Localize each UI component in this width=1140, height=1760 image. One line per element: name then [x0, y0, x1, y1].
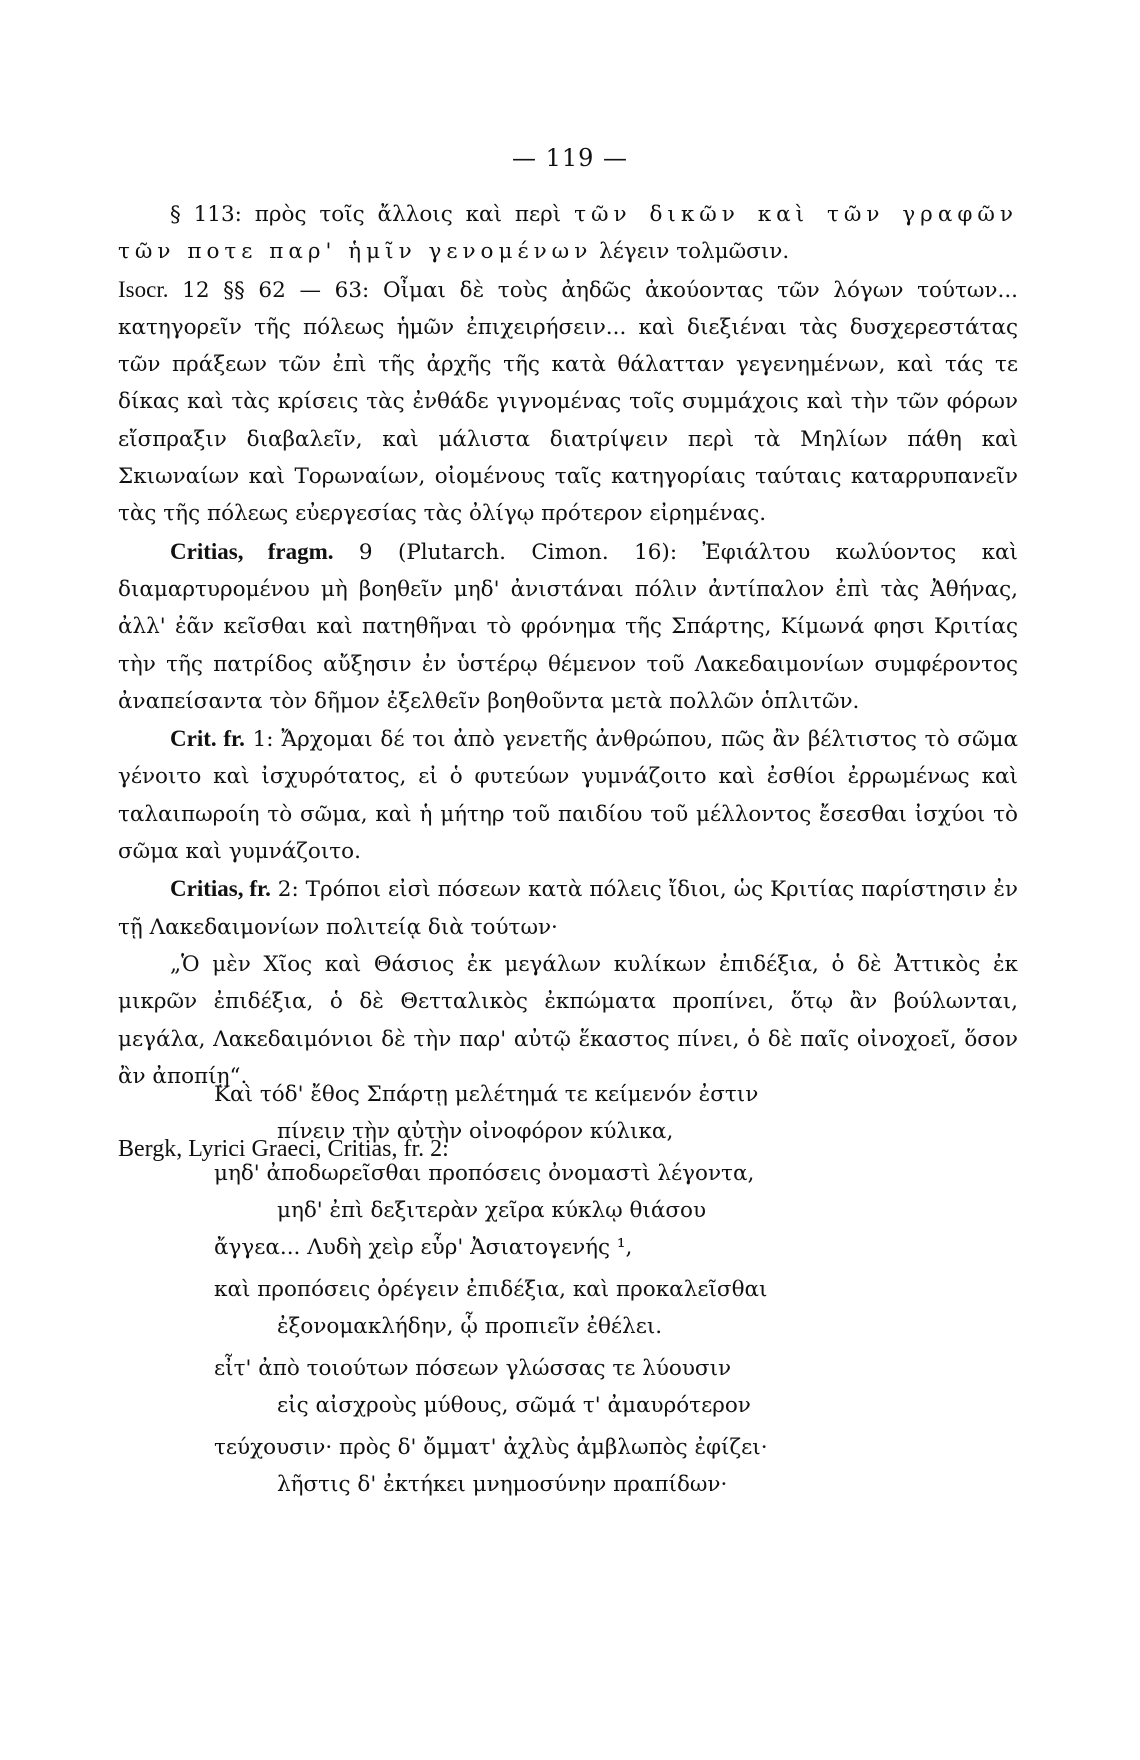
poem-line-indented: μηδ' ἐπὶ δεξιτερὰν χεῖρα κύκλῳ θιάσου	[277, 1198, 707, 1223]
page-number: — 119 —	[511, 144, 629, 172]
poem-line: εἶτ' ἀπὸ τοιούτων πόσεων γλώσσας τε λύουσιν	[214, 1356, 732, 1381]
poem-couplet	[214, 1076, 974, 1150]
paragraph-113	[118, 196, 1018, 271]
paragraph-quotation	[118, 946, 1018, 1095]
citation-crit-fr: Crit. fr.	[170, 726, 245, 752]
poem-line-indented: λῆστις δ' ἐκτήκει μνημοσύνην πραπίδων·	[277, 1472, 728, 1497]
paragraph-critias-fr-2	[118, 870, 1018, 946]
paragraph-critias-fragm-9	[118, 533, 1018, 720]
isocrates-text: 12 §§ 62 — 63: Οἶμαι δὲ τοὺς ἀηδῶς ἀκούοντας τῶν λόγων τούτων... κατηγορεῖν τῆς πόλεως ἡμῶν ἐπιχειρήσειν... καὶ διεξιέναι τὰς δυσχερεστάτας τῶν πράξεων τῶν ἐπὶ τῆς ἀρχῆς τῆς κατὰ θάλατταν γεγενημένων, καὶ τάς τε δίκας καὶ τὰς κρίσεις τὰς ἐνθάδε γιγνομένας τοῖς συμμάχοις καὶ τὴν τῶν φόρων εἴσπραξιν διαβαλεῖν, καὶ μάλιστα διατρίψειν περὶ τὰ Μηλίων πάθη καὶ Σκιωναίων καὶ Τορωναίων, οἰομένους ταῖς κατηγορίαις ταύταις καταρρυπανεῖν τὰς τῆς πόλεως εὐεργεσίας τὰς ὀλίγῳ πρότερον εἰρημένας.	[118, 277, 1018, 527]
poem-line: Καὶ τόδ' ἔθος Σπάρτῃ μελέτημά τε κείμενόν ἐστιν	[214, 1082, 759, 1107]
para-113-start: § 113: πρὸς τοῖς ἄλλοις καὶ περὶ	[170, 202, 562, 227]
bergk-citation: Bergk, Lyrici Graeci, Critias, fr. 2:	[118, 1136, 449, 1163]
poem-line: καὶ προπόσεις ὀρέγειν ἐπιδέξια, καὶ προκαλεῖσθαι	[214, 1277, 768, 1302]
poem-couplet	[214, 1155, 974, 1266]
poem	[214, 1076, 974, 1508]
poem-line: ἄγγεα... Λυδὴ χεὶρ εὗρ' Ἀσιατογενής ¹,	[214, 1235, 633, 1260]
spaced-phrase: τῶν δικῶν καὶ τῶν γραφῶν τῶν ποτε παρ' ἡμῖν γενομένων	[118, 202, 1018, 265]
poem-line-indented: εἰς αἰσχροὺς μύθους, σῶμά τ' ἀμαυρότερον	[277, 1393, 751, 1418]
citation-critias-fr: Critias, fr.	[170, 876, 271, 902]
poem-line: μηδ' ἀποδωρεῖσθαι προπόσεις ὀνομαστὶ λέγοντα,	[214, 1161, 755, 1186]
poem-couplet	[214, 1429, 974, 1503]
quotation-text: „Ὁ μὲν Χῖος καὶ Θάσιος ἐκ μεγάλων κυλίκων ἐπιδέξια, ὁ δὲ Ἀττικὸς ἐκ μικρῶν ἐπιδέξια, ὁ δὲ Θετταλικὸς ἐκπώματα προπίνει, ὅτῳ ἂν βούλωνται, μεγάλα, Λακεδαιμόνιοι δὲ τὴν παρ' αὐτῷ ἕκαστος πίνει, ὁ δὲ παῖς οἰνοχοεῖ, ὅσον ἂν ἀποπίῃ“.	[118, 951, 1018, 1089]
poem-couplet	[214, 1350, 974, 1424]
main-text	[118, 196, 1018, 1168]
critias-fr-2-text: 2: Τρόποι εἰσὶ πόσεων κατὰ πόλεις ἴδιοι, ὡς Κριτίας παρίστησιν ἐν τῇ Λακεδαιμονίων πολιτείᾳ διὰ τούτων·	[118, 877, 1018, 940]
citation-critias-fragm: Critias, fragm.	[170, 538, 334, 564]
poem-line-indented: ἐξονομακλήδην, ᾧ προπιεῖν ἐθέλει.	[277, 1314, 663, 1339]
critias-fragm-9-text: 9 (Plutarch. Cimon. 16): Ἐφιάλτου κωλύοντος καὶ διαμαρτυρομένου μὴ βοηθεῖν μηδ' ἀνιστάναι πόλιν ἀντίπαλον ἐπὶ τὰς Ἀθήνας, ἀλλ' ἐᾶν κεῖσθαι καὶ πατηθῆναι τὸ φρόνημα τῆς Σπάρτης, Κίμωνά φησι Κριτίας τὴν τῆς πατρίδος αὔξησιν ἐν ὑστέρῳ θέμενον τοῦ Λακεδαιμονίων συμφέροντος ἀναπείσαντα τὸν δῆμον ἐξελθεῖν βοηθοῦντα μετὰ πολλῶν ὁπλιτῶν.	[118, 539, 1018, 714]
para-113-end: λέγειν τολμῶσιν.	[599, 239, 790, 265]
poem-line-indented: πίνειν τὴν αὐτὴν οἰνοφόρον κύλικα,	[277, 1119, 674, 1144]
paragraph-isocrates	[118, 271, 1018, 533]
poem-line: τεύχουσιν· πρὸς δ' ὄμματ' ἀχλὺς ἀμβλωπὸς ἐφίζει·	[214, 1435, 768, 1460]
crit-fr-1-text: 1: Ἄρχομαι δέ τοι ἀπὸ γενετῆς ἀνθρώπου, πῶς ἂν βέλτιστος τὸ σῶμα γένοιτο καὶ ἰσχυρότατος, εἰ ὁ φυτεύων γυμνάζοιτο καὶ ἐσθίοι ἐρρωμένως καὶ ταλαιπωροίη τὸ σῶμα, καὶ ἡ μήτηρ τοῦ παιδίου τοῦ μέλλοντος ἔσεσθαι ἰσχύοι τὸ σῶμα καὶ γυμνάζοιτο.	[118, 727, 1018, 865]
paragraph-crit-fr-1	[118, 720, 1018, 870]
citation-isocr: Isocr.	[118, 276, 169, 302]
poem-couplet	[214, 1271, 974, 1345]
